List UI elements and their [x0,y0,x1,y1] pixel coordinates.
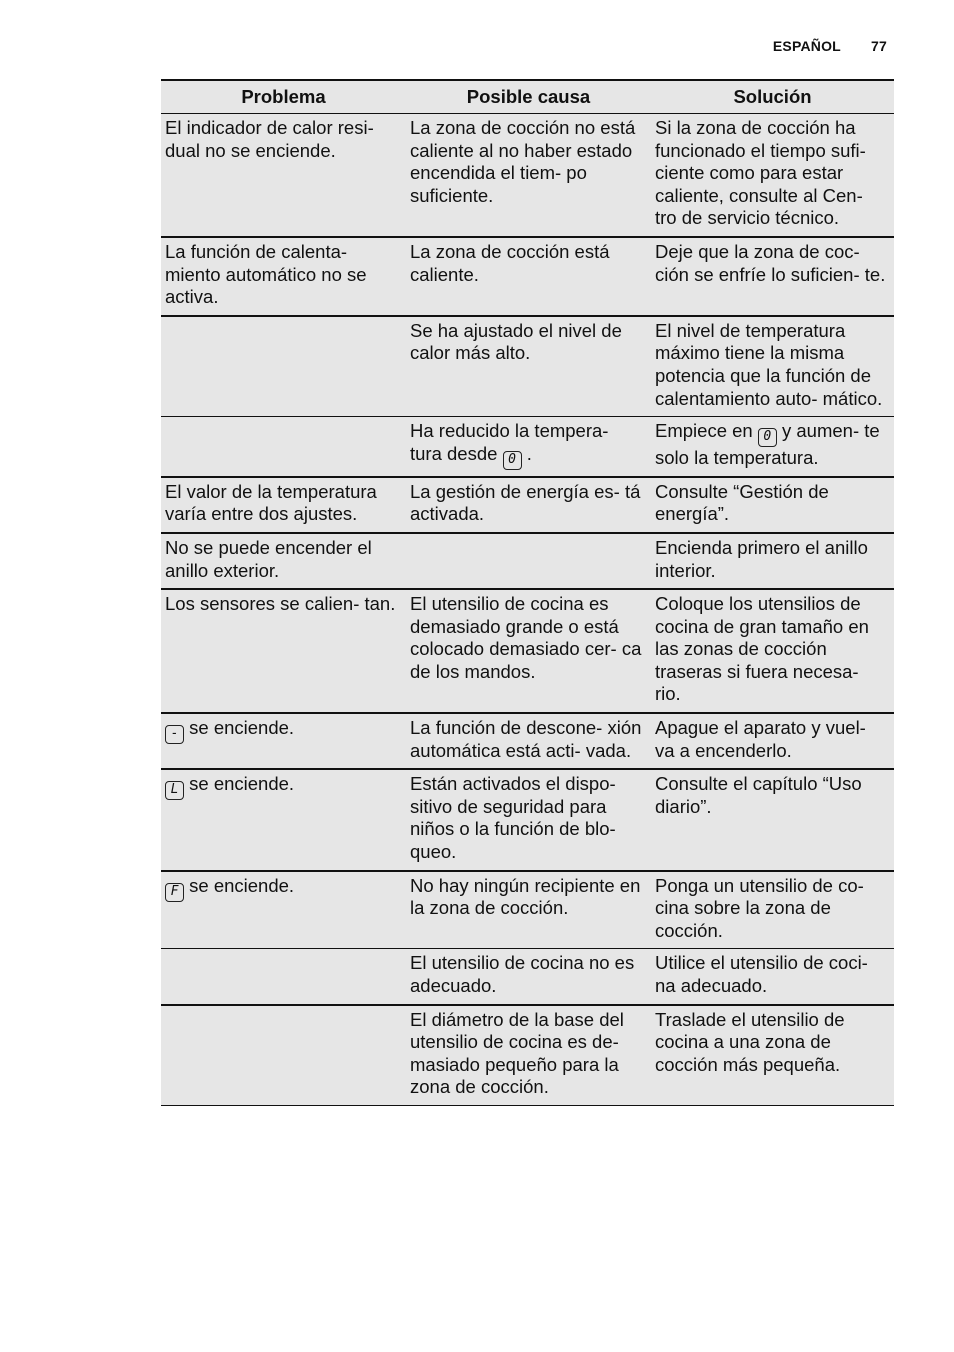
table-row [161,589,894,713]
cause-cell: Se ha ajustado el nivel de calor más alto. [406,316,651,417]
table-row [161,316,894,417]
solution-cell: Apague el aparato y vuel- va a encenderlo. [651,713,894,769]
problem-cell: No se puede encender el anillo exterior. [161,533,406,589]
solution-cell: El nivel de temperatura máximo tiene la misma potencia que la función de calentamiento auto- mático. [651,316,894,417]
cause-cell: El diámetro de la base del utensilio de cocina es de- masiado pequeño para la zona de cocción. [406,1005,651,1106]
problem-cell [161,1005,406,1106]
problem-cell [161,316,406,417]
cause-cell: Están activados el dispo- sitivo de seguridad para niños o la función de blo- queo. [406,769,651,870]
solution-cell [651,417,894,477]
table-row [161,1005,894,1106]
table-row [161,713,894,769]
column-header-problem: Problema [161,80,406,114]
page-number: 77 [871,38,887,54]
problem-cell: El indicador de calor resi- dual no se enciende. [161,114,406,237]
column-header-cause: Posible causa [406,80,651,114]
solution-cell: Encienda primero el anillo interior. [651,533,894,589]
problem-text: se enciende. [189,773,295,795]
solution-cell: Utilice el utensilio de coci- na adecuado. [651,949,894,1005]
cause-cell: El utensilio de cocina no es adecuado. [406,949,651,1005]
heat-level-zero-icon: 0 [758,428,777,447]
solution-text-end: y aumen- te solo la temperatura. [655,420,880,469]
solution-cell: Coloque los utensilios de cocina de gran tamaño en las zonas de cocción traseras si fuera necesa- rio. [651,589,894,713]
page-header [773,38,887,54]
solution-cell: Consulte el capítulo “Uso diario”. [651,769,894,870]
cause-cell [406,533,651,589]
cause-cell [406,417,651,477]
f-display-icon: F [165,883,184,902]
cause-cell: El utensilio de cocina es demasiado grande o está colocado demasiado cer- ca de los mandos. [406,589,651,713]
table-row [161,769,894,870]
table-header-row [161,80,894,114]
solution-cell: Traslade el utensilio de cocina a una zona de cocción más pequeña. [651,1005,894,1106]
solution-cell: Consulte “Gestión de energía”. [651,477,894,533]
table-row [161,237,894,316]
cause-cell: La gestión de energía es- tá activada. [406,477,651,533]
table-row [161,477,894,533]
problem-cell [161,713,406,769]
problem-cell [161,949,406,1005]
solution-cell: Ponga un utensilio de co- cina sobre la zona de cocción. [651,871,894,949]
problem-text: se enciende. [189,874,295,896]
cause-cell: La zona de cocción no está caliente al no haber estado encendida el tiem- po suficiente. [406,114,651,237]
problem-cell [161,417,406,477]
problem-text: se enciende. [189,717,295,739]
cause-text-end: . [526,442,532,464]
solution-cell: Si la zona de cocción ha funcionado el tiempo sufi- ciente como para estar caliente, consulte al Cen- tro de servicio técnico. [651,114,894,237]
heat-level-zero-icon: 0 [503,451,522,470]
dash-display-icon: - [165,725,184,744]
cause-cell: No hay ningún recipiente en la zona de cocción. [406,871,651,949]
table-row [161,533,894,589]
cause-cell: La función de descone- xión automática está acti- vada. [406,713,651,769]
cause-text: Ha reducido la tempera- tura desde [410,420,609,464]
problem-cell: Los sensores se calien- tan. [161,589,406,713]
problem-cell: La función de calenta- miento automático no se activa. [161,237,406,316]
lock-display-icon: L [165,781,184,800]
problem-cell: El valor de la temperatura varía entre dos ajustes. [161,477,406,533]
cause-cell: La zona de cocción está caliente. [406,237,651,316]
table-row [161,417,894,477]
solution-cell: Deje que la zona de coc- ción se enfríe lo suficien- te. [651,237,894,316]
solution-text: Empiece en [655,420,753,442]
table-row [161,871,894,949]
language-label: ESPAÑOL [772,38,841,54]
problem-cell [161,769,406,870]
troubleshooting-table [161,79,894,1106]
column-header-solution: Solución [651,80,894,114]
table-row [161,114,894,237]
problem-cell [161,871,406,949]
table-row [161,949,894,1005]
